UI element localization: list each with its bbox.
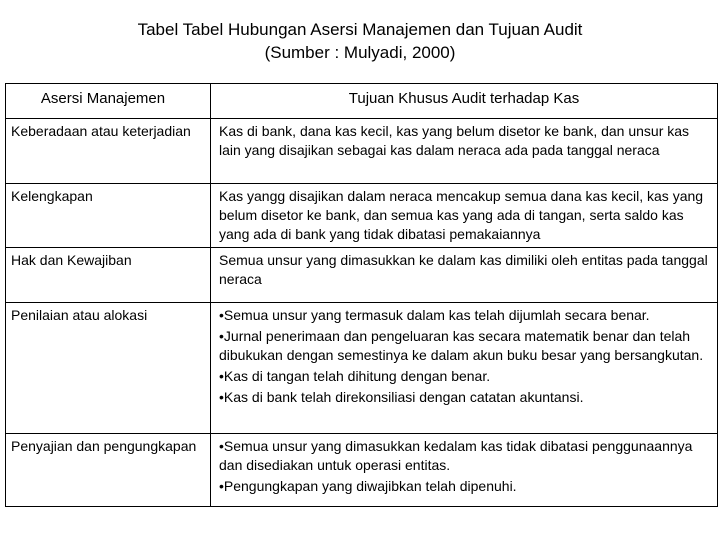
title-line-2: (Sumber : Mulyadi, 2000) [264, 43, 456, 62]
objective-bullet: •Jurnal penerimaan dan pengeluaran kas secara matematik benar dan telah dibukukan dengan semestinya ke dalam akun buku besar yang bersangkutan. [219, 328, 704, 363]
table-row [6, 184, 718, 248]
assertion-cell: Keberadaan atau keterjadian [6, 119, 211, 184]
objective-cell [211, 248, 718, 303]
objective-bullet: •Kas di bank telah direkonsiliasi dengan catatan akuntansi. [219, 389, 584, 405]
assertion-cell: Kelengkapan [6, 184, 211, 248]
objective-bullet: •Semua unsur yang termasuk dalam kas telah dijumlah secara benar. [219, 307, 650, 323]
objective-text: Kas di bank, dana kas kecil, kas yang belum disetor ke bank, dan unsur kas lain yang disajikan sebagai kas dalam neraca ada pada tanggal neraca [219, 123, 690, 158]
document-title [0, 18, 720, 64]
objective-cell [211, 184, 718, 248]
assertion-objective-table [5, 83, 718, 507]
objective-cell [211, 434, 718, 507]
objective-cell [211, 119, 718, 184]
objective-bullet: •Pengungkapan yang diwajibkan telah dipenuhi. [219, 478, 517, 494]
assertion-cell: Penyajian dan pengungkapan [6, 434, 211, 507]
objective-text: Semua unsur yang dimasukkan ke dalam kas dimiliki oleh entitas pada tanggal neraca [219, 252, 708, 287]
table-row [6, 303, 718, 434]
header-assertion: Asersi Manajemen [6, 84, 211, 119]
assertion-cell: Hak dan Kewajiban [6, 248, 211, 303]
title-line-1: Tabel Tabel Hubungan Asersi Manajemen dan Tujuan Audit [137, 20, 583, 39]
table-row [6, 434, 718, 507]
objective-text: Kas yangg disajikan dalam neraca mencakup semua dana kas kecil, kas yang belum disetor ke bank, dan semua kas yang ada di tangan, serta saldo kas yang ada di bank yang tidak dibatasi pemakaiannya [219, 188, 704, 242]
header-objective: Tujuan Khusus Audit terhadap Kas [211, 84, 718, 119]
objective-bullet: •Semua unsur yang dimasukkan kedalam kas tidak dibatasi penggunaannya dan disediakan untuk operasi entitas. [219, 438, 693, 473]
table-row [6, 248, 718, 303]
table-header-row [6, 84, 718, 119]
assertion-cell: Penilaian atau alokasi [6, 303, 211, 434]
objective-bullet: •Kas di tangan telah dihitung dengan benar. [219, 368, 491, 384]
table-row [6, 119, 718, 184]
objective-cell [211, 303, 718, 434]
